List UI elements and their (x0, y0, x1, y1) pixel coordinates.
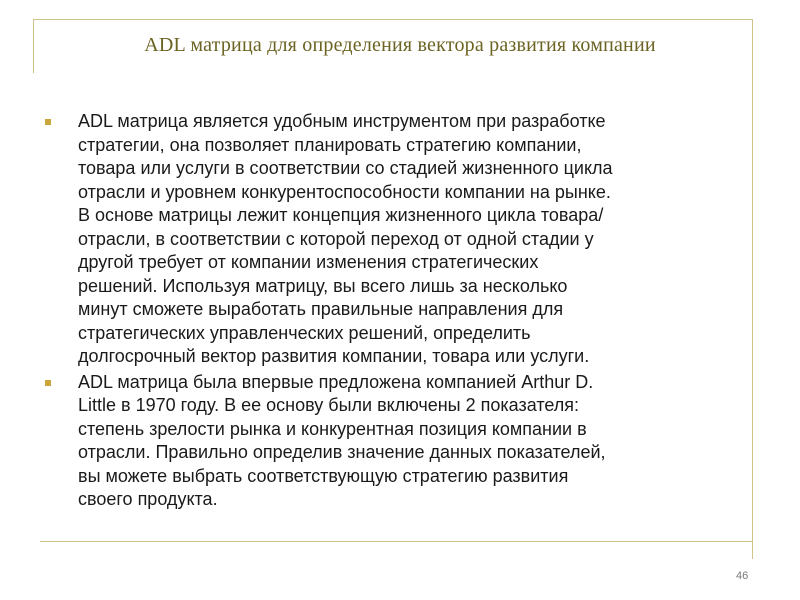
bullet-2-line: отрасли. Правильно определив значение данных показателей, (78, 442, 606, 462)
bullet-1-line: стратегических управленческих решений, определить (78, 322, 531, 343)
bullet-1-line: долгосрочный вектор развития компании, товара или услуги. (78, 346, 590, 366)
slide-body (42, 110, 742, 512)
bullet-1-line: ADL матрица является удобным инструментом при разработке (78, 111, 606, 131)
bullet-2-line: вы можете выбрать соответствующую стратегию развития (78, 465, 569, 486)
bullet-item-1 (42, 110, 742, 369)
square-bullet-icon (45, 380, 51, 386)
slide-title: ADL матрица для определения вектора развития компании (144, 34, 656, 56)
bullet-2-line: своего продукта. (78, 489, 218, 509)
bullet-1-line: решений. Используя матрицу, вы всего лишь за несколько (78, 275, 568, 296)
bullet-1-line: отрасли и уровнем конкурентоспособности компании на рынке. (78, 181, 611, 202)
bullet-1-line: минут сможете выработать правильные направления для (78, 299, 564, 319)
page-number: 46 (736, 570, 749, 582)
bullet-1-line: товара или услуги в соответствии со стадией жизненного цикла (78, 158, 613, 178)
bullet-1-line: стратегии, она позволяет планировать стратегию компании, (78, 134, 582, 155)
frame-bottom-line (40, 541, 753, 542)
frame-right-line (752, 19, 753, 559)
bullet-item-2 (42, 371, 742, 512)
bullet-2-line: ADL матрица была впервые предложена компанией Arthur D. (78, 371, 594, 392)
bullet-2-line: Little в 1970 году. В ее основу были включены 2 показателя: (78, 395, 580, 415)
bullet-1-line: другой требует от компании изменения стратегических (78, 252, 539, 272)
bullet-2-line: степень зрелости рынка и конкурентная позиция компании в (78, 418, 587, 439)
square-bullet-icon (45, 119, 51, 125)
frame-top-line (33, 19, 753, 20)
bullet-1-line: отрасли, в соответствии с которой переход от одной стадии у (78, 228, 594, 249)
bullet-1-line: В основе матрицы лежит концепция жизненного цикла товара/ (78, 205, 604, 225)
